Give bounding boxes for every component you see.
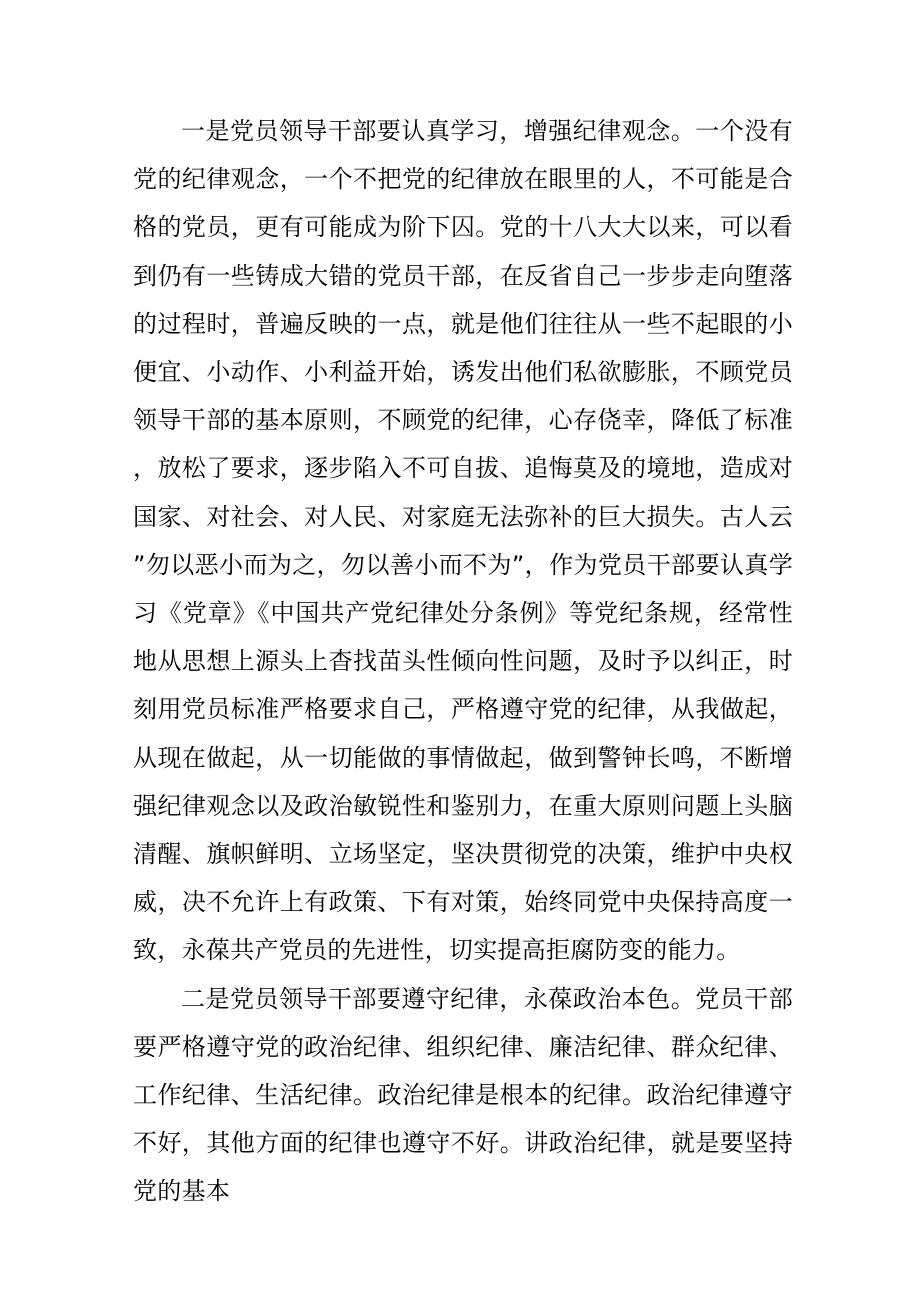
paragraph-discipline-compliance: 二是党员领导干部要遵守纪律，永葆政治本色。党员干部要严格遵守党的政治纪律、组织纪律、廉洁纪律、群众纪律、工作纪律、生活纪律。政治纪律是根本的纪律。政治纪律遵守不好，其他方面的纪律也遵守不好。讲政治纪律，就是要坚持党的基本 xyxy=(133,984,793,1206)
paragraph-discipline-study: 一是党员领导干部要认真学习，增强纪律观念。一个没有党的纪律观念，一个不把党的纪律放在眼里的人，不可能是合格的党员，更有可能成为阶下囚。党的十八大大以来，可以看到仍有一些铸成大错的党员干部，在反省自己一步步走向堕落的过程时，普遍反映的一点，就是他们往往从一些不起眼的小便宜、小动作、小利益开始，诱发出他们私欲膨胀，不顾党员领导干部的基本原则，不顾党的纪律，心存侥幸，降低了标准，放松了要求，逐步陷入不可自拔、追悔莫及的境地，造成对国家、对社会、对人民、对家庭无法弥补的巨大损失。古人云”勿以恶小而为之，勿以善小而不为”，作为党员干部要认真学习《党章》《中国共产党纪律处分条例》等党纪条规，经常性地从思想上源头上杳找苗头性倾向性问题，及时予以纠正，时刻用党员标准严格要求自己，严格遵守党的纪律，从我做起，从现在做起，从一切能做的事情做起，做到警钟长鸣，不断增强纪律观念以及政治敏锐性和鉴别力，在重大原则问题上头脑清醒、旗帜鲜明、立场坚定，坚决贯彻党的决策，维护中央权威，决不允许上有政策、下有对策，始终同党中央保持高度一致，永葆共产党员的先进性，切实提高拒腐防变的能力。 xyxy=(133,117,793,965)
document-body xyxy=(133,107,793,1216)
